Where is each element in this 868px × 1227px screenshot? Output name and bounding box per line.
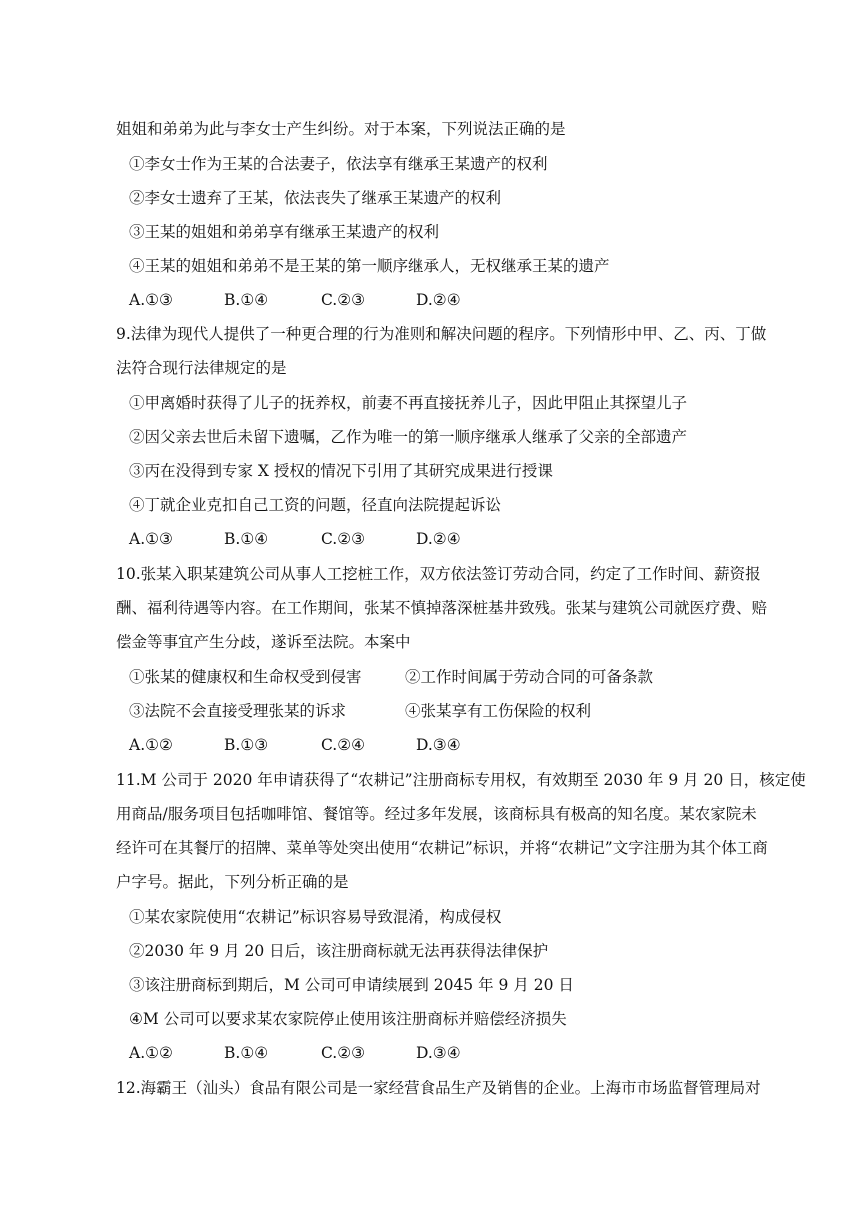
- q10-answer-d: D.③④: [416, 736, 461, 754]
- q8-option-1: ①李女士作为王某的合法妻子，依法享有继承王某遗产的权利: [129, 155, 548, 173]
- q8-option-4: ④王某的姐姐和弟弟不是王某的第一顺序继承人，无权继承王某的遗产: [129, 257, 610, 275]
- q10-answer-a: A.①②: [129, 736, 173, 754]
- q10-option-2: ②工作时间属于劳动合同的可备条款: [405, 668, 654, 686]
- q10-stem-line-1: 10.张某入职某建筑公司从事人工挖桩工作，双方依法签订劳动合同，约定了工作时间、薪资报: [116, 565, 761, 583]
- q11-stem-line-4: 户字号。据此，下列分析正确的是: [116, 873, 349, 891]
- q11-answer-a: A.①②: [129, 1044, 173, 1062]
- q9-option-2: ②因父亲去世后未留下遗嘱，乙作为唯一的第一顺序继承人继承了父亲的全部遗产: [129, 428, 688, 446]
- q9-answer-c: C.②③: [321, 530, 366, 548]
- q9-answer-b: B.①④: [224, 530, 269, 548]
- q10-option-3: ③法院不会直接受理张某的诉求: [129, 702, 347, 720]
- q9-option-1: ①甲离婚时获得了儿子的抚养权，前妻不再直接抚养儿子，因此甲阻止其探望儿子: [129, 394, 688, 412]
- q11-option-1: ①某农家院使用“农耕记”标识容易导致混淆，构成侵权: [129, 908, 502, 926]
- q10-option-1: ①张某的健康权和生命权受到侵害: [129, 668, 362, 686]
- q8-option-2: ②李女士遗弃了王某，依法丧失了继承王某遗产的权利: [129, 189, 502, 207]
- q10-answer-c: C.②④: [321, 736, 366, 754]
- q9-answer-d: D.②④: [416, 530, 461, 548]
- q11-stem-line-1: 11.M 公司于 2020 年申请获得了“农耕记”注册商标专用权，有效期至 2030 年 9 月 20 日，核定使: [116, 771, 806, 789]
- q11-stem-line-2: 用商品/服务项目包括咖啡馆、餐馆等。经过多年发展，该商标具有极高的知名度。某农家院未: [116, 805, 757, 823]
- q10-answer-b: B.①③: [224, 736, 269, 754]
- q11-option-3: ③该注册商标到期后，M 公司可申请续展到 2045 年 9 月 20 日: [129, 976, 574, 994]
- q10-stem-line-2: 酬、福利待遇等内容。在工作期间，张某不慎掉落深桩基井致残。张某与建筑公司就医疗费、赔: [116, 599, 768, 617]
- q9-answer-a: A.①③: [129, 530, 173, 548]
- q10-option-4: ④张某享有工伤保险的权利: [405, 702, 592, 720]
- q11-option-4: ④M 公司可以要求某农家院停止使用该注册商标并赔偿经济损失: [129, 1010, 567, 1028]
- q8-answer-c: C.②③: [321, 291, 366, 309]
- q8-answer-a: A.①③: [129, 291, 173, 309]
- q11-answer-b: B.①④: [224, 1044, 269, 1062]
- q11-stem-line-3: 经许可在其餐厅的招牌、菜单等处突出使用“农耕记”标识，并将“农耕记”文字注册为其个体工商: [116, 839, 768, 857]
- q10-stem-line-3: 偿金等事宜产生分歧，遂诉至法院。本案中: [116, 633, 411, 651]
- q8-answer-b: B.①④: [224, 291, 269, 309]
- q9-stem-line-2: 法符合现行法律规定的是: [116, 359, 287, 377]
- q12-stem-line-1: 12.海霸王（汕头）食品有限公司是一家经营食品生产及销售的企业。上海市市场监督管理局对: [116, 1079, 761, 1097]
- q8-option-3: ③王某的姐姐和弟弟享有继承王某遗产的权利: [129, 223, 440, 241]
- q9-option-4: ④丁就企业克扣自己工资的问题，径直向法院提起诉讼: [129, 496, 502, 514]
- q8-stem-tail: 姐姐和弟弟为此与李女士产生纠纷。对于本案，下列说法正确的是: [116, 120, 566, 138]
- q8-answer-d: D.②④: [416, 291, 461, 309]
- q9-stem-line-1: 9.法律为现代人提供了一种更合理的行为准则和解决问题的程序。下列情形中甲、乙、丙、丁做: [116, 325, 767, 343]
- q11-answer-d: D.③④: [416, 1044, 461, 1062]
- q11-option-2: ②2030 年 9 月 20 日后，该注册商标就无法再获得法律保护: [129, 942, 549, 960]
- q11-answer-c: C.②③: [321, 1044, 366, 1062]
- q9-option-3: ③丙在没得到专家 X 授权的情况下引用了其研究成果进行授课: [129, 462, 553, 480]
